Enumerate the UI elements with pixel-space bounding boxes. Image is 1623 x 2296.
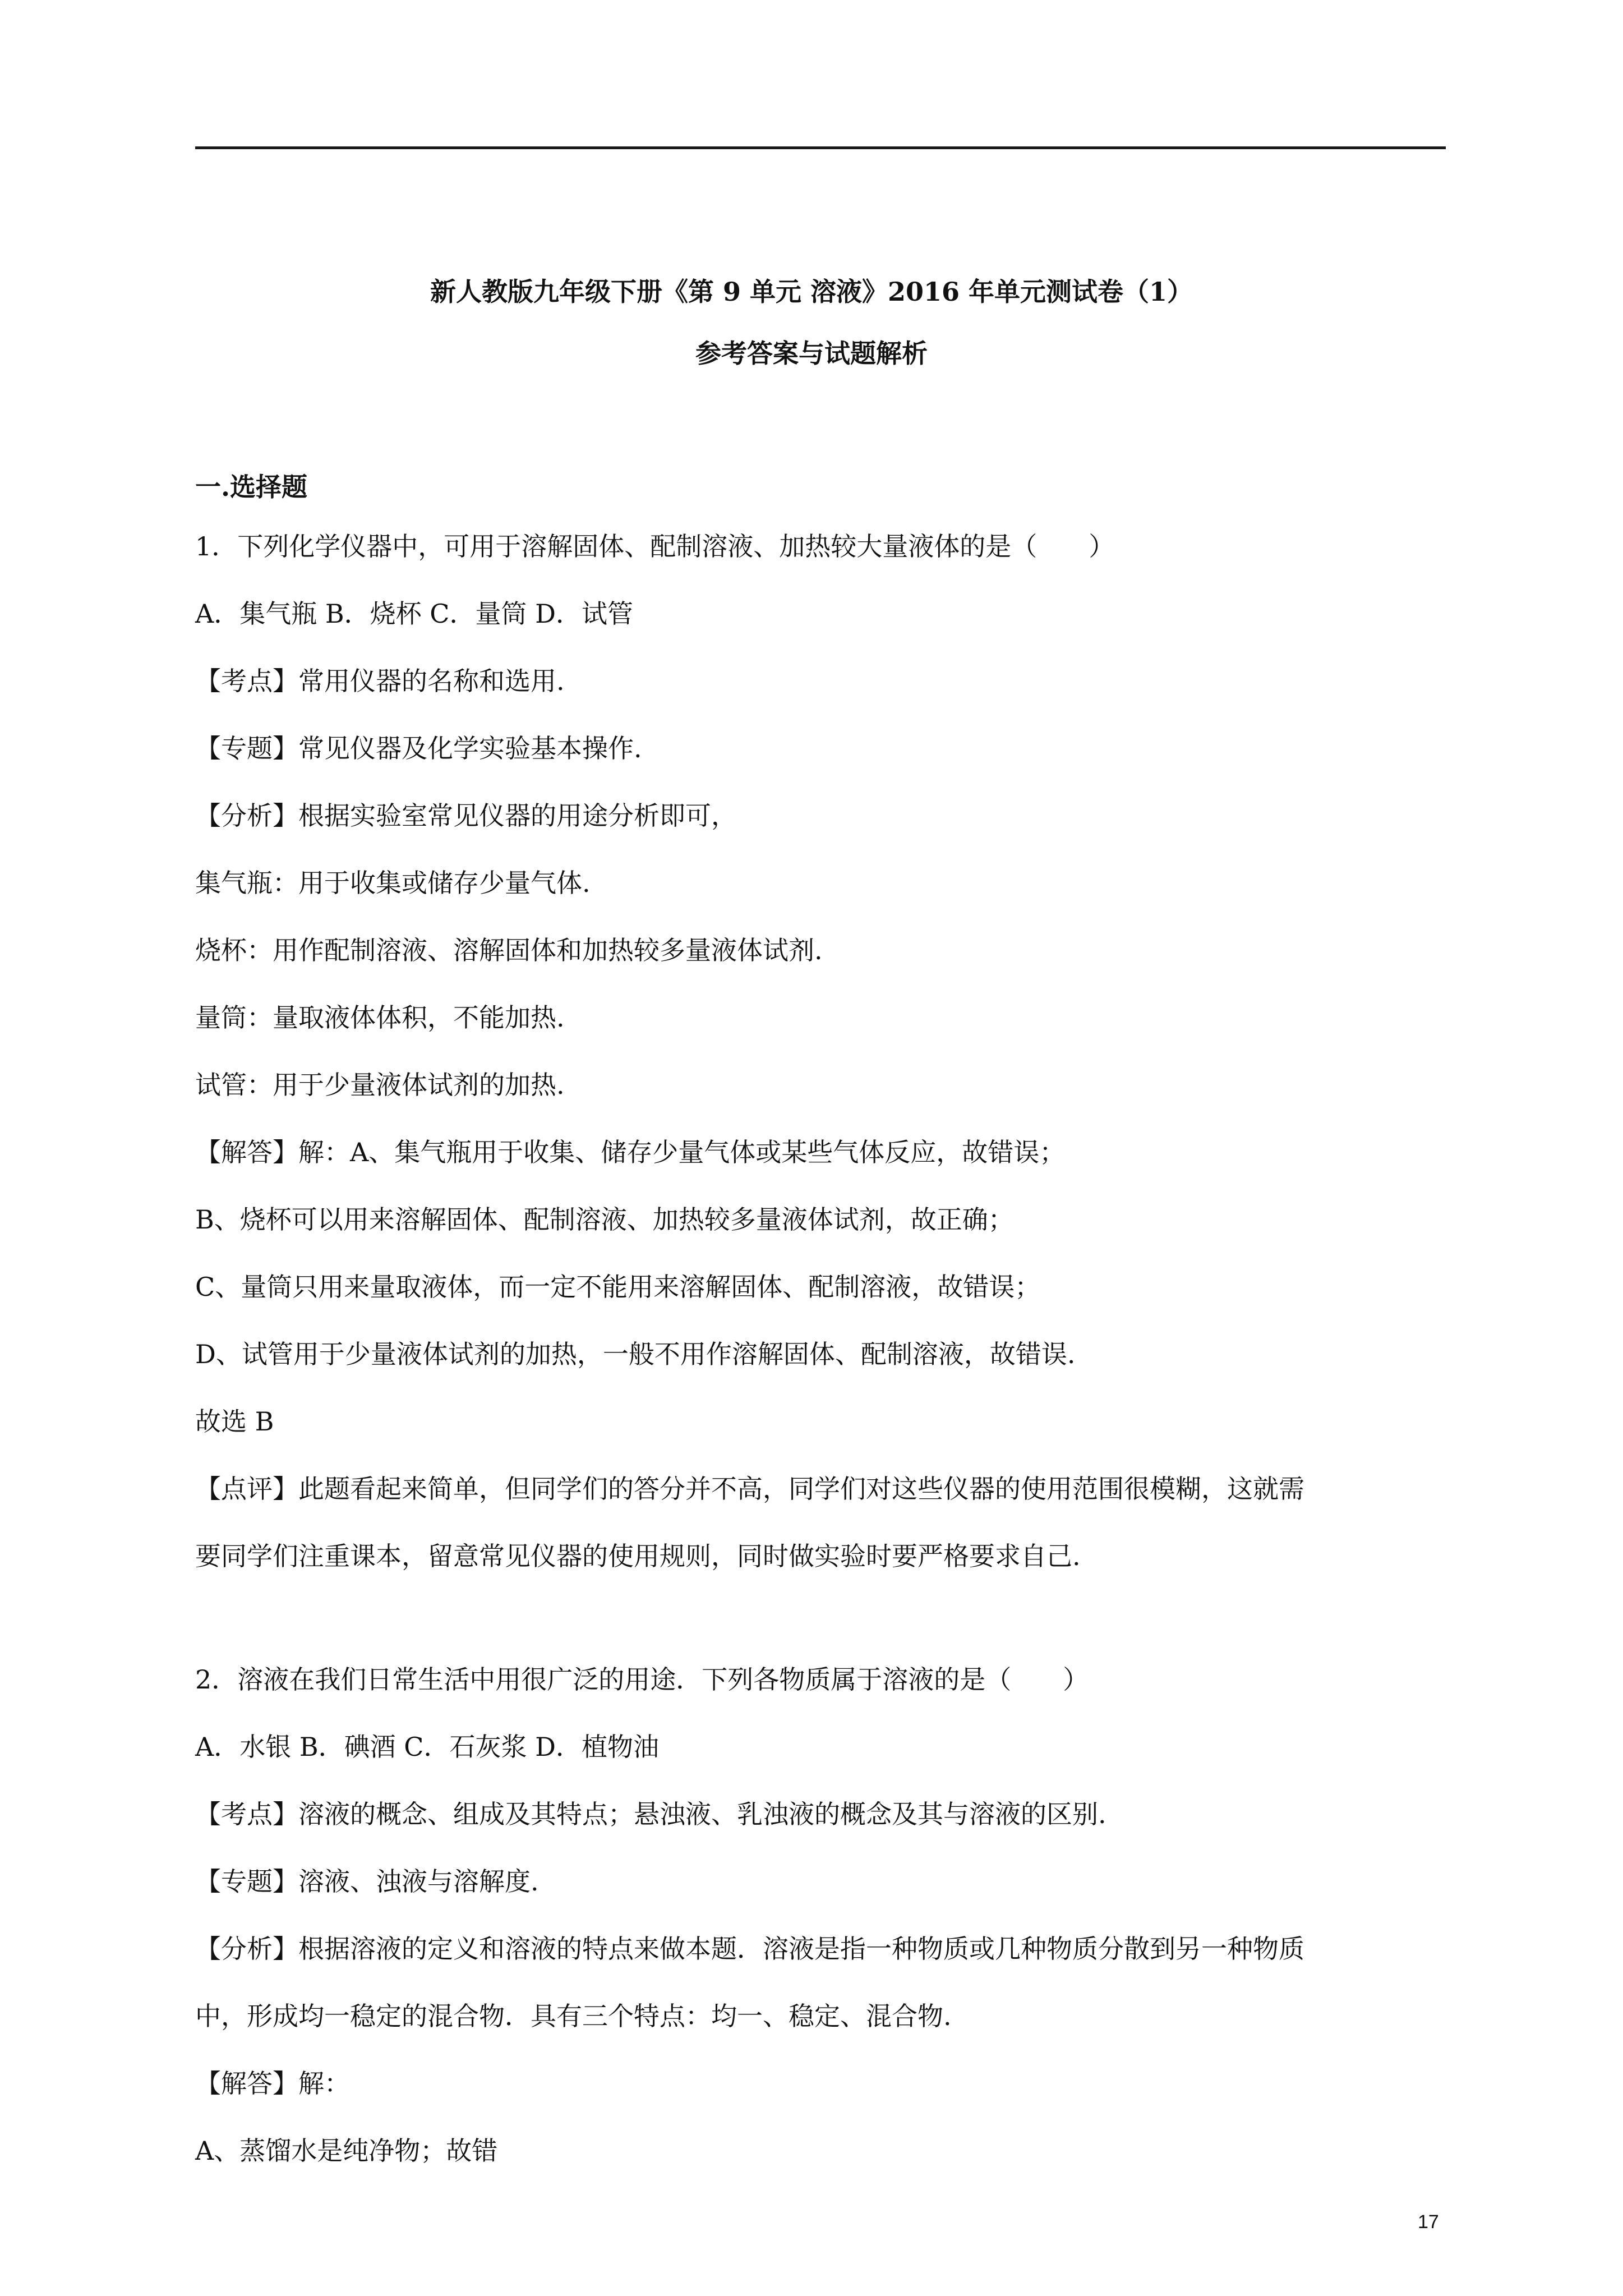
question-2-jieda: 【解答】解：	[195, 2068, 350, 2099]
question-2-options: A．水银 B．碘酒 C．石灰浆 D．植物油	[195, 1732, 659, 1762]
page-number: 17	[1418, 2211, 1439, 2233]
question-1-dianping-line: 要同学们注重课本，留意常见仪器的使用规则，同时做实验时要严格要求自己.	[195, 1541, 1081, 1571]
question-1-fenxi-line: 量筒：量取液体体积，不能加热.	[195, 1002, 565, 1033]
question-2-fenxi-line: 中，形成均一稳定的混合物．具有三个特点：均一、稳定、混合物.	[195, 2001, 952, 2031]
question-1-options: A．集气瓶 B．烧杯 C．量筒 D．试管	[195, 599, 633, 629]
question-1-jieda-line: C、量筒只用来量取液体，而一定不能用来溶解固体、配制溶液，故错误；	[195, 1272, 1041, 1302]
question-1-stem: 1．下列化学仪器中，可用于溶解固体、配制溶液、加热较大量液体的是（ ）	[195, 531, 1115, 562]
question-1-fenxi-line: 烧杯：用作配制溶液、溶解固体和加热较多量液体试剂.	[195, 935, 823, 965]
question-2-jieda-line: A、蒸馏水是纯净物；故错	[195, 2136, 498, 2166]
question-2-fenxi: 【分析】根据溶液的定义和溶液的特点来做本题．溶液是指一种物质或几种物质分散到另一种物质	[195, 1934, 1304, 1964]
header-rule	[195, 146, 1446, 149]
question-1-jieda-line: B、烧杯可以用来溶解固体、配制溶液、加热较多量液体试剂，故正确；	[195, 1204, 1014, 1235]
question-1-zhuanti: 【专题】常见仪器及化学实验基本操作.	[195, 733, 642, 763]
question-1-fenxi-line: 集气瓶：用于收集或储存少量气体.	[195, 868, 591, 898]
document-subtitle: 参考答案与试题解析	[695, 338, 928, 369]
section-heading: 一.选择题	[195, 472, 308, 502]
question-1-fenxi: 【分析】根据实验室常见仪器的用途分析即可，	[195, 800, 737, 831]
question-1-dianping: 【点评】此题看起来简单，但同学们的答分并不高，同学们对这些仪器的使用范围很模糊，这就需	[195, 1474, 1304, 1504]
document-title: 新人教版九年级下册《第 9 单元 溶液》2016 年单元测试卷（1）	[430, 277, 1193, 307]
question-1-kaodian: 【考点】常用仪器的名称和选用.	[195, 666, 565, 696]
question-2-zhuanti: 【专题】溶液、浊液与溶解度.	[195, 1866, 539, 1897]
question-1-jieda: 【解答】解：A、集气瓶用于收集、储存少量气体或某些气体反应，故错误；	[195, 1137, 1066, 1167]
question-1-jieda-line: D、试管用于少量液体试剂的加热，一般不用作溶解固体、配制溶液，故错误.	[195, 1339, 1076, 1369]
question-2-stem: 2．溶液在我们日常生活中用很广泛的用途．下列各物质属于溶液的是（ ）	[195, 1664, 1089, 1695]
question-2-kaodian: 【考点】溶液的概念、组成及其特点；悬浊液、乳浊液的概念及其与溶液的区别.	[195, 1799, 1106, 1829]
question-1-fenxi-line: 试管：用于少量液体试剂的加热.	[195, 1070, 565, 1100]
question-1-answer: 故选 B	[195, 1406, 274, 1437]
